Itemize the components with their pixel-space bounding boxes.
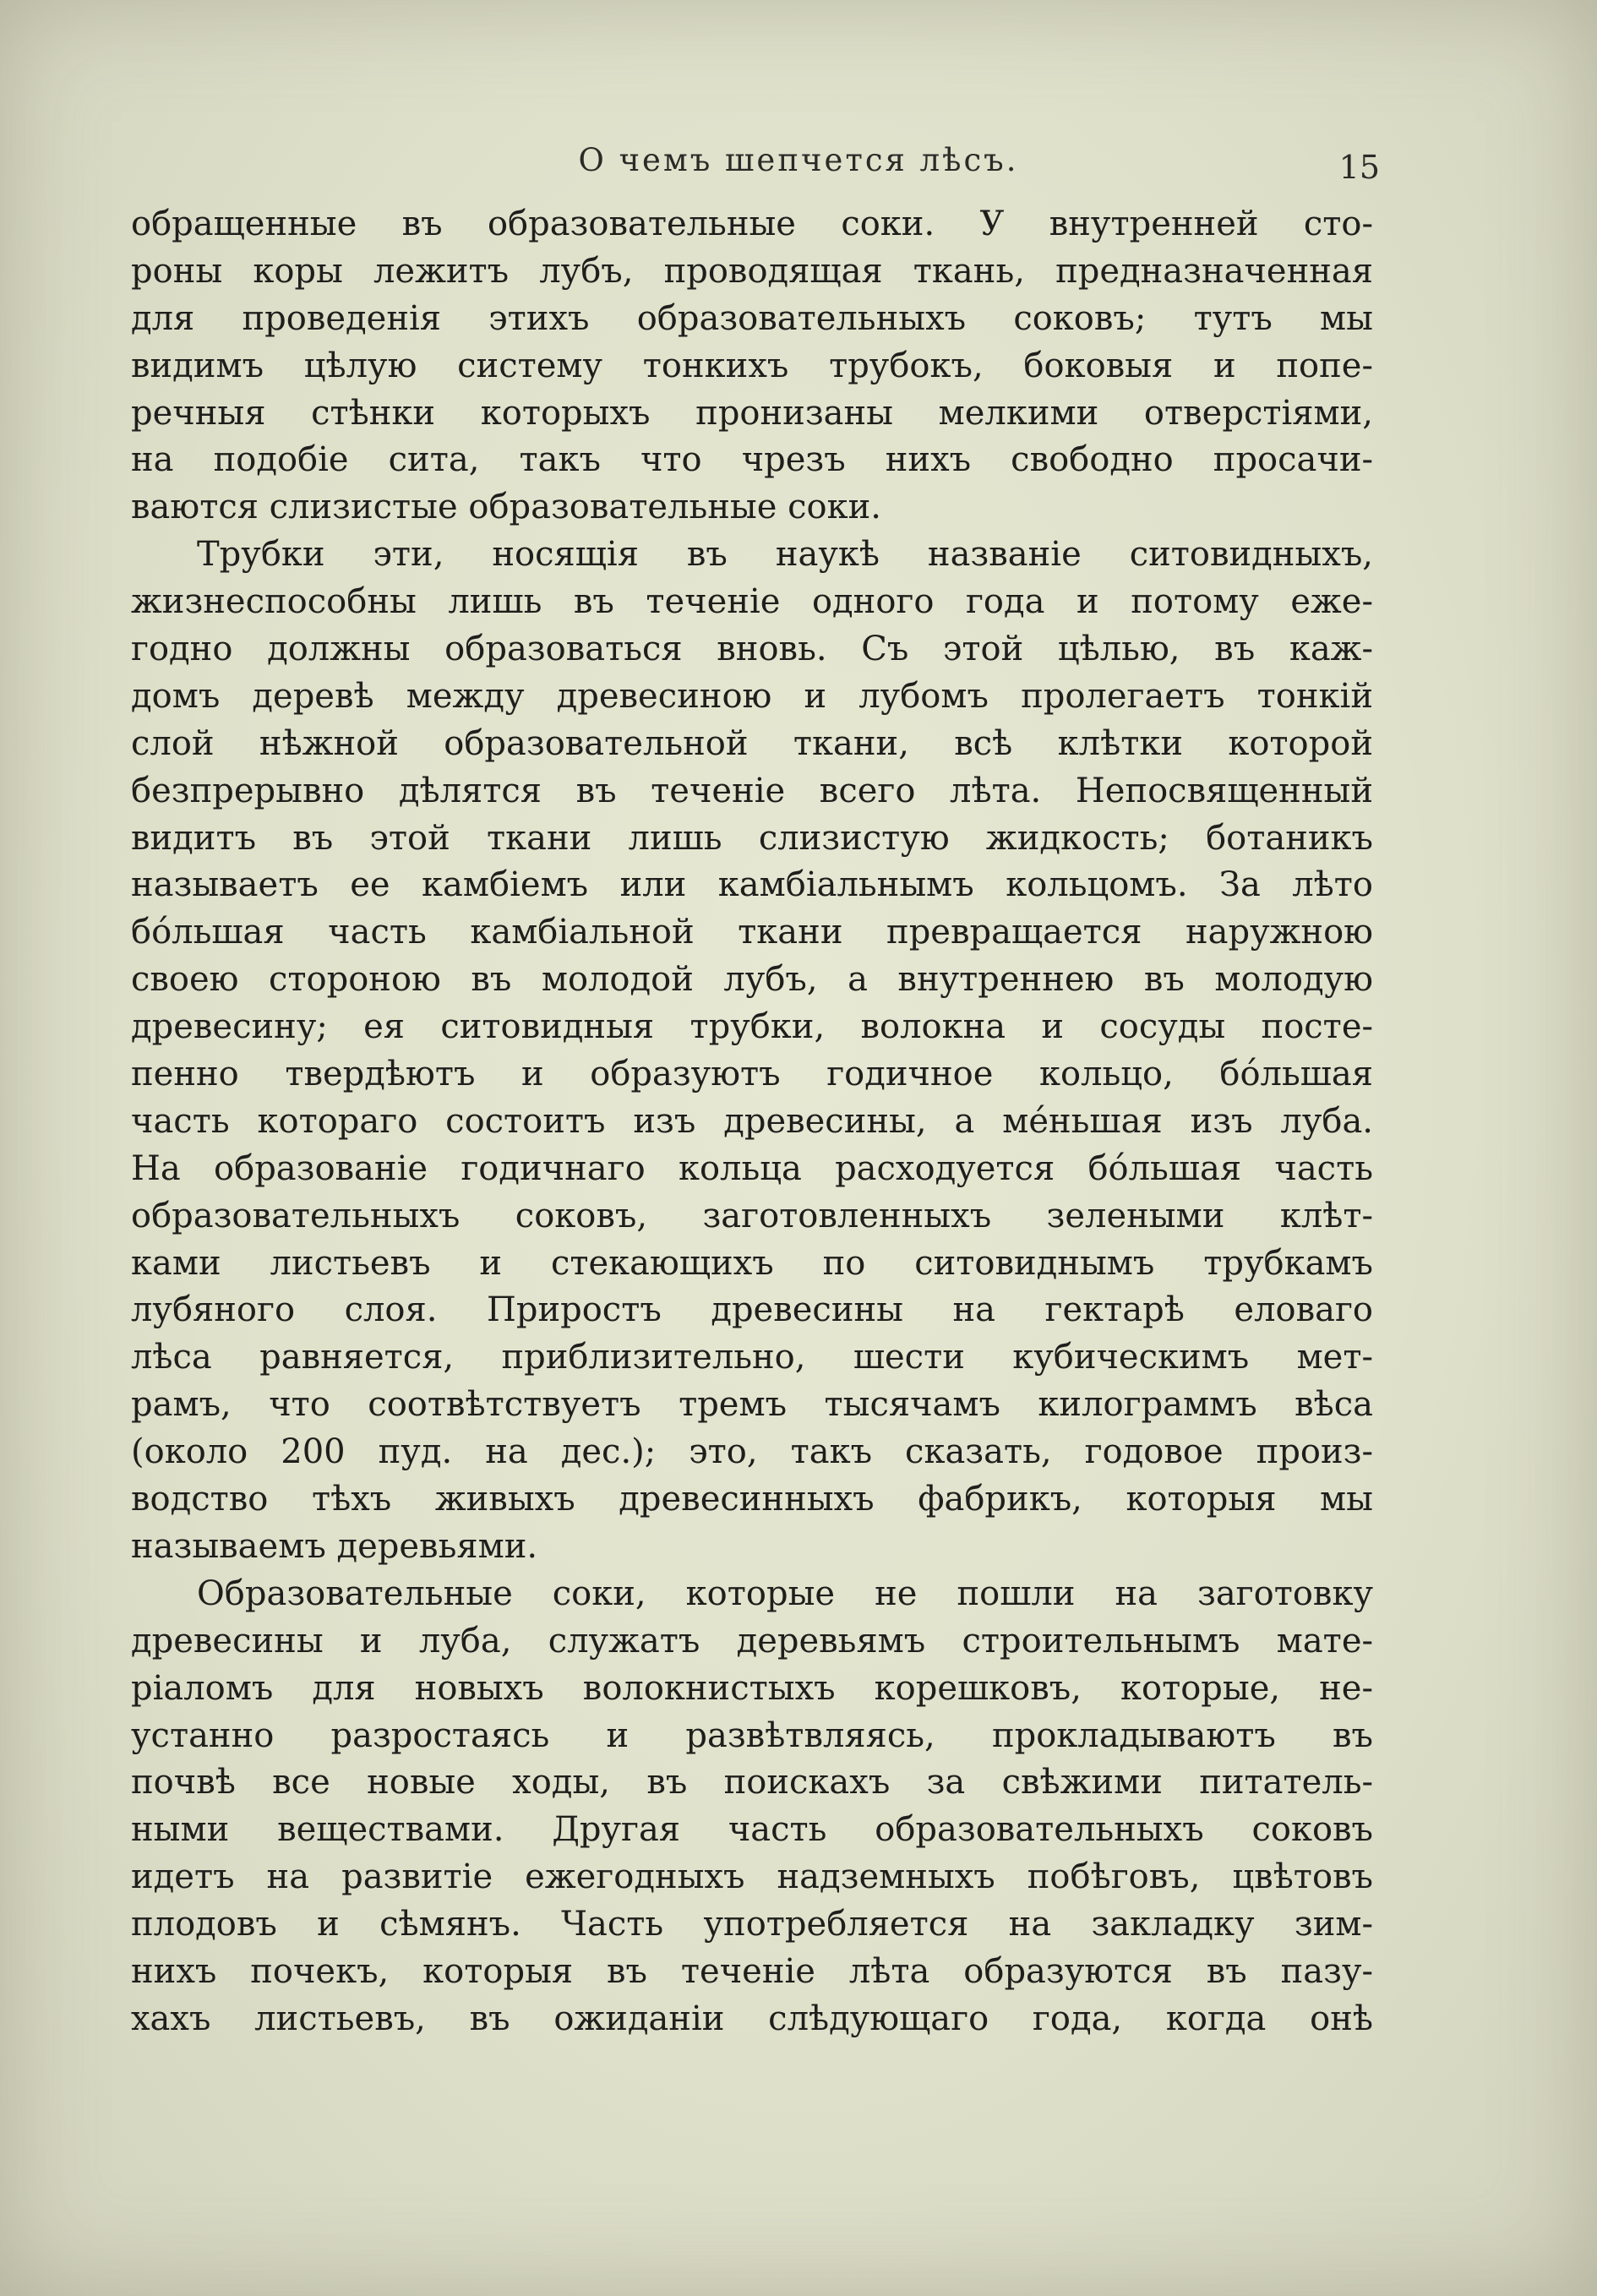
text-line: речныя стѣнки которыхъ пронизаны мелкими отверстіями, <box>131 393 1373 433</box>
text-line: нихъ почекъ, которыя въ теченіе лѣта образуются въ пазу- <box>131 1951 1373 1991</box>
text-line: видитъ въ этой ткани лишь слизистую жидкость; ботаникъ <box>131 818 1373 858</box>
text-line: называемъ деревьями. <box>131 1526 538 1566</box>
text-line: рамъ, что соотвѣтствуетъ тремъ тысячамъ килограммъ вѣса <box>131 1385 1373 1425</box>
text-line: почвѣ все новые ходы, въ поискахъ за свѣжими питатель- <box>131 1763 1373 1802</box>
text-line: бо́льшая часть камбіальной ткани превращается наружною <box>131 913 1373 952</box>
text-line: Образовательные соки, которые не пошли на заготовку <box>197 1573 1373 1613</box>
text-line: ками листьевъ и стекающихъ по ситовиднымъ трубкамъ <box>131 1243 1373 1283</box>
text-line: древесины и луба, служатъ деревьямъ строительнымъ мате- <box>131 1621 1373 1661</box>
paragraph-3 <box>131 1571 1373 2043</box>
text-line: лубяного слоя. Приростъ древесины на гектарѣ еловаго <box>131 1290 1373 1330</box>
text-line: своею стороною въ молодой лубъ, а внутреннею въ молодую <box>131 960 1373 1000</box>
text-line: называетъ ее камбіемъ или камбіальнымъ кольцомъ. За лѣто <box>131 865 1373 905</box>
text-line: годно должны образоваться вновь. Съ этой цѣлью, въ каж- <box>131 630 1373 669</box>
text-line: (около 200 пуд. на дес.); это, такъ сказать, годовое произ- <box>131 1432 1373 1472</box>
text-line: плодовъ и сѣмянъ. Часть употребляется на закладку зим- <box>131 1905 1373 1944</box>
text-line: видимъ цѣлую систему тонкихъ трубокъ, боковыя и попе- <box>131 346 1373 385</box>
text-line: На образованіе годичнаго кольца расходуется бо́льшая часть <box>131 1148 1373 1188</box>
text-line: ваются слизистые образовательные соки. <box>131 488 881 527</box>
page-number: 15 <box>1338 149 1380 186</box>
text-line: Трубки эти, носящія въ наукѣ названіе ситовидныхъ, <box>197 535 1373 575</box>
body-text <box>131 201 1373 2043</box>
paragraph-1 <box>131 201 1373 532</box>
running-title: О чемъ шепчется лѣсъ. <box>578 142 1019 178</box>
running-head <box>0 142 1597 193</box>
text-line: хахъ листьевъ, въ ожиданіи слѣдующаго года, когда онѣ <box>131 1999 1373 2038</box>
text-line: обращенные въ образовательные соки. У внутренней сто- <box>131 205 1373 243</box>
text-line: для проведенія этихъ образовательныхъ соковъ; тутъ мы <box>131 298 1373 338</box>
text-line: образовательныхъ соковъ, заготовленныхъ зелеными клѣт- <box>131 1196 1373 1235</box>
text-line: идетъ на развитіе ежегодныхъ надземныхъ побѣговъ, цвѣтовъ <box>131 1857 1373 1897</box>
text-line: слой нѣжной образовательной ткани, всѣ клѣтки которой <box>131 723 1373 763</box>
text-line: домъ деревѣ между древесиною и лубомъ пролегаетъ тонкій <box>131 676 1373 716</box>
paragraph-2 <box>131 532 1373 1571</box>
text-line: жизнеспособны лишь въ теченіе одного года и потому еже- <box>131 582 1373 622</box>
text-line: часть котораго состоитъ изъ древесины, а ме́ньшая изъ луба. <box>131 1101 1373 1141</box>
text-line: на подобіе сита, такъ что чрезъ нихъ свободно просачи- <box>131 440 1373 480</box>
text-line: устанно разростаясь и развѣтвляясь, прокладываютъ въ <box>131 1715 1373 1755</box>
text-line: ріаломъ для новыхъ волокнистыхъ корешковъ, которые, не- <box>131 1668 1373 1708</box>
text-line: роны коры лежитъ лубъ, проводящая ткань, предназначенная <box>131 251 1373 291</box>
text-line: пенно твердѣютъ и образуютъ годичное кольцо, бо́льшая <box>131 1055 1373 1094</box>
text-line: безпрерывно дѣлятся въ теченіе всего лѣта. Непосвященный <box>131 771 1373 810</box>
text-line: древесину; ея ситовидныя трубки, волокна и сосуды посте- <box>131 1007 1373 1047</box>
text-line: ными веществами. Другая часть образовательныхъ соковъ <box>131 1810 1373 1850</box>
text-line: водство тѣхъ живыхъ древесинныхъ фабрикъ, которыя мы <box>131 1480 1373 1519</box>
text-line: лѣса равняется, приблизительно, шести кубическимъ мет- <box>131 1338 1373 1377</box>
